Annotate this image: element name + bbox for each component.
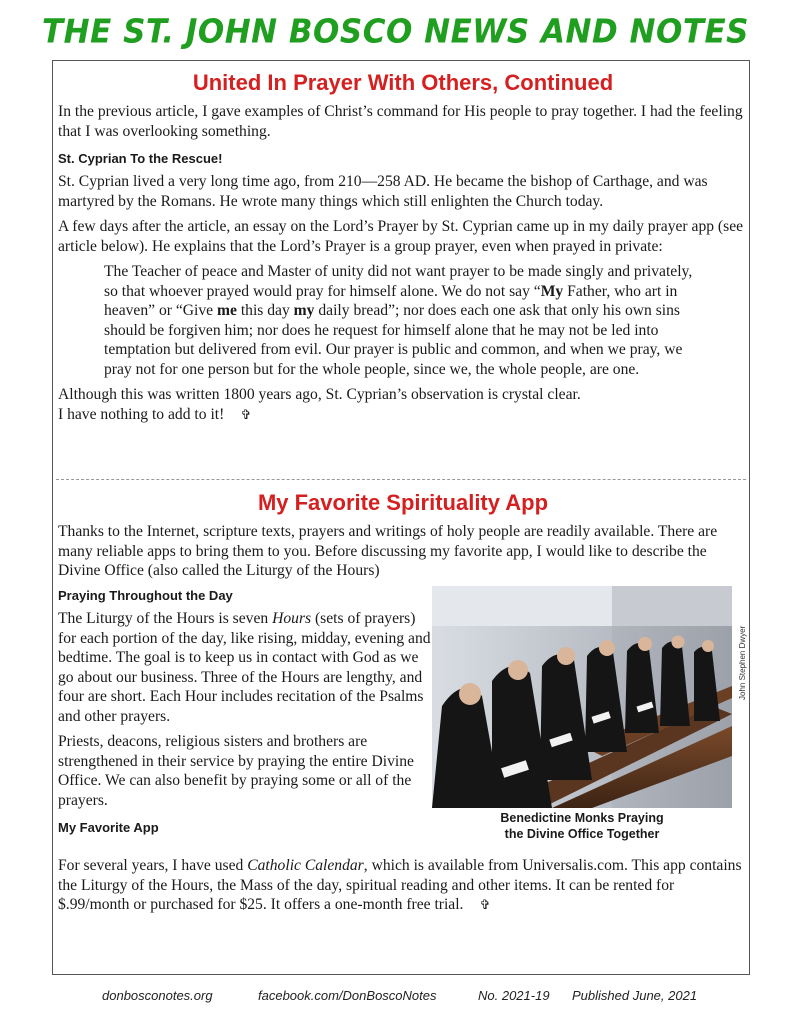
quote-text-1: The Teacher of peace and Master of unity did not want prayer to be made singly and privately, so that whoever prayed would pray for himself alone. We do not say “: [104, 263, 693, 300]
app-text-1: For several years, I have used: [58, 857, 248, 874]
liturgy-text-1: The Liturgy of the Hours is seven: [58, 610, 273, 627]
article-favorite-app: [58, 490, 748, 581]
article2-paragraph-1: [58, 609, 432, 726]
masthead-title: THE ST. JOHN BOSCO NEWS AND NOTES: [42, 13, 749, 51]
article1-title: United In Prayer With Others, Continued: [192, 70, 614, 95]
footer-published-date: Published June, 2021: [572, 988, 698, 1003]
liturgy-text-2: (sets of prayers) for each portion of the day, like rising, midday, evening and bedtime. The goal is to keep us in contact with God as we go about our business. Three of the Hours are lengthy, and four are short. Each Hour includes recitation of the Psalms and other prayers.: [58, 610, 431, 725]
article2-closing: [58, 856, 748, 916]
app-text-2: , which is available from Universalis.com. This app contains the Liturgy of the Hours, the Mass of the day, spiritual reading and other items. It can be rented for $.99/month or purchased for $25. It offers a one-month free trial.: [58, 857, 742, 913]
caption-line-1: Benedictine Monks Praying: [500, 811, 664, 825]
quote-emphasis-my: My: [540, 282, 564, 300]
footer-website-link[interactable]: donbosconotes.org: [102, 988, 213, 1003]
article1-paragraph-3: A few days after the article, an essay on the Lord’s Prayer by St. Cyprian came up in my daily prayer app (see article below). He explains that the Lord’s Prayer is a group prayer, even when prayed in private:: [58, 218, 744, 255]
article2-subhead-praying: Praying Throughout the Day: [58, 588, 233, 603]
cyprian-quote: [104, 262, 698, 379]
article1-paragraph-1: In the previous article, I gave examples of Christ’s command for His people to pray together. I had the feeling that I was overlooking something.: [58, 103, 743, 140]
article2-paragraph-2: Priests, deacons, religious sisters and brothers are strengthened in their service by praying the entire Divine Office. We can also benefit by praying some or all of the prayers.: [58, 733, 414, 809]
cross-icon: ✞: [479, 898, 491, 913]
app-name-catholic-calendar: Catholic Calendar: [247, 857, 364, 874]
article2-subhead-app: My Favorite App: [58, 820, 159, 835]
quote-text-3: this day: [236, 302, 294, 319]
footer-facebook-link[interactable]: facebook.com/DonBoscoNotes: [258, 988, 437, 1003]
quote-text-2: Father, who art in heaven” or “Give: [104, 282, 678, 319]
quote-text-4: daily bread”; nor does each one ask that only his own sins should be forgiven him; nor does he request for himself alone that he may not be led into temptation but delivered from evil. Our prayer is public and common, and when we pray, we pray not for one person but for the whole people, since we, the whole people, are one.: [104, 302, 683, 378]
quote-emphasis-my-2: my: [293, 302, 315, 319]
footer-issue-number: No. 2021-19: [478, 988, 550, 1003]
article1-closing-line-1: Although this was written 1800 years ago, St. Cyprian’s observation is crystal clear.: [58, 386, 581, 403]
article1-paragraph-2: St. Cyprian lived a very long time ago, from 210—258 AD. He became the bishop of Carthage, and was martyred by the Romans. He wrote many things which still enlighten the Church today.: [58, 173, 708, 210]
article1-subhead: St. Cyprian To the Rescue!: [58, 151, 223, 166]
caption-line-2: the Divine Office Together: [504, 827, 660, 841]
quote-emphasis-me: me: [217, 302, 237, 319]
article1-paragraph-4: [58, 385, 748, 425]
article2-title: My Favorite Spirituality App: [257, 490, 549, 515]
article-divider: [56, 479, 746, 480]
monks-photo: [432, 586, 732, 808]
photo-caption: [432, 810, 732, 842]
photo-credit: John Stephen Dwyer: [738, 625, 747, 700]
liturgy-emphasis-hours: Hours: [272, 610, 312, 627]
article2-left-column: [58, 588, 432, 835]
article-united-in-prayer: [58, 70, 748, 425]
article2-intro: Thanks to the Internet, scripture texts, prayers and writings of holy people are readily available. There are many reliable apps to bring them to you. Before discussing my favorite app, I would like to describe the Divine Office (also called the Liturgy of the Hours): [58, 523, 718, 579]
cross-icon: ✞: [240, 407, 252, 423]
article1-closing-line-2: I have nothing to add to it!: [58, 405, 225, 423]
article2-paragraph-3: [58, 856, 748, 916]
